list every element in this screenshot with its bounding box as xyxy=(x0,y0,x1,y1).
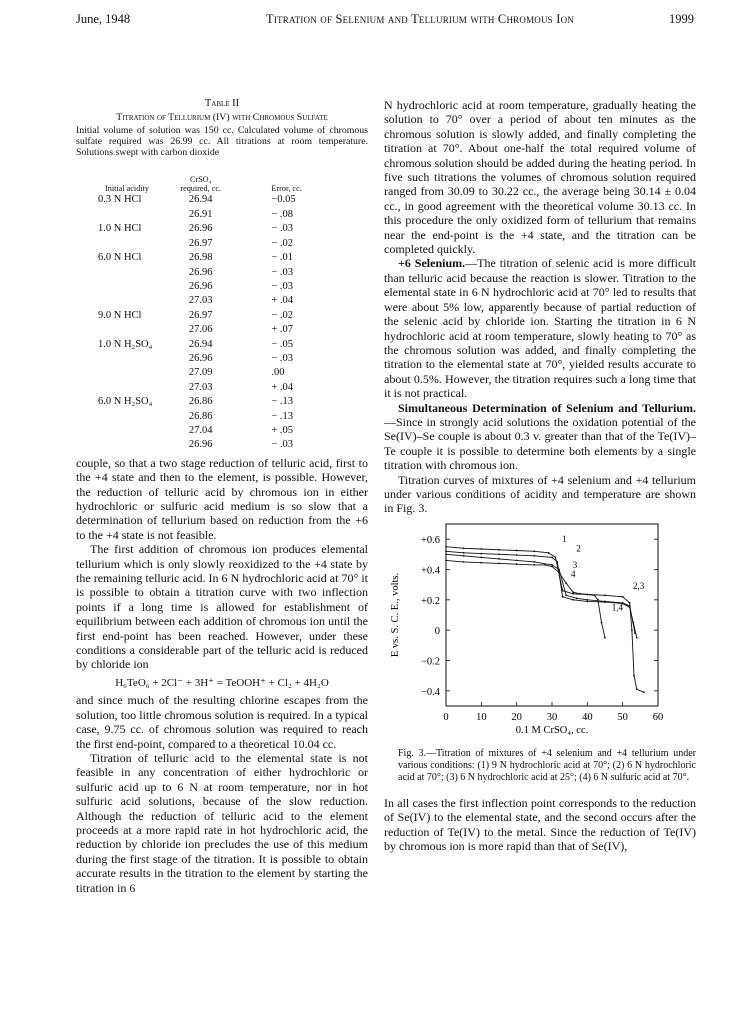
curve-1-point xyxy=(480,548,482,550)
cell-acidity xyxy=(96,266,158,280)
curve-4-point xyxy=(601,621,603,623)
curve-label: 1,4 xyxy=(611,602,623,613)
cell-acidity: 6.0 N H₂SO₄ xyxy=(98,396,153,408)
cell-acidity xyxy=(96,237,158,251)
col-header-error: Error, cc. xyxy=(271,184,302,194)
cell-acidity xyxy=(96,208,158,222)
cell-required: 26.96 xyxy=(188,439,213,451)
table-caption-body: Initial volume of solution was 150 cc. Calculated volume of chromous sulfate required was 26.99 cc. All titrations at room temperature. Solutions swept with carbon dioxide xyxy=(76,124,368,159)
curve-2-point xyxy=(498,553,500,555)
curve-4-point xyxy=(516,563,518,565)
curve-2-point xyxy=(480,552,482,554)
x-tick-label: 0 xyxy=(443,711,449,723)
curve-2-point xyxy=(551,556,553,558)
curve-4-point xyxy=(572,591,574,593)
cell-required: 27.03 xyxy=(188,295,213,307)
right-para-2-body: —The titration of selenic acid is more difficult than telluric acid because the reaction is slower. Titration to the elemental state in 6 N hydrochloric acid at 70° led to results that were about 5% low, apparently because of partial reduction of the selenic acid by chloride ion. Starting the titration in 6 N hydrochloric acid at room temperature, slowly heating to 70° as the chromous solution was added, and finally completing the titration to the elemental state at 70°, yielded results accurate to about 0.5%. However, the titration requires such a long time that it is not practical. xyxy=(384,256,696,401)
y-tick-label: +0.6 xyxy=(420,534,440,546)
table-row xyxy=(96,309,356,323)
curve-4-point xyxy=(565,582,567,584)
curve-4-point xyxy=(463,561,465,563)
cell-required: 26.86 xyxy=(188,396,213,408)
cell-error: − .03 xyxy=(271,223,294,235)
right-para-5: In all cases the first inflection point corresponds to the reduction of Se(IV) to the elemental state, and the second occurs after the reduction of Te(IV) to the metal. Since the reduction of Te(IV) by chromous ion is more rapid than that of Se(IV), xyxy=(384,795,696,853)
cell-acidity: 0.3 N HCl xyxy=(98,194,142,206)
table-row xyxy=(96,352,356,366)
curve-2 xyxy=(446,551,637,638)
cell-error: − .02 xyxy=(271,237,294,249)
cell-error: − .08 xyxy=(271,208,294,220)
curve-4-point xyxy=(604,637,606,639)
table-row xyxy=(96,280,356,294)
curve-4-point xyxy=(558,571,560,573)
left-para-2: The first addition of chromous ion produces elemental tellurium which is only slowly reoxidized to the +4 state by the remaining telluric acid. In 6 N hydrochloric acid at 70° it is possible to obtain a titration curve with two inflection points if a long time is allowed for establishment of equilibrium between each addition of chromous ion until the first end-point has been reached. However, under these conditions a considerable part of the telluric acid is reduced by chloride ion xyxy=(76,542,368,672)
cell-required: 27.09 xyxy=(188,367,213,379)
titration-chart xyxy=(384,516,696,748)
cell-acidity: 9.0 N HCl xyxy=(98,309,142,321)
curve-1 xyxy=(446,546,644,692)
cell-required: 26.98 xyxy=(188,252,213,264)
curve-label: 3 xyxy=(572,559,578,570)
curve-1-point xyxy=(445,546,447,548)
curve-3-point xyxy=(558,568,560,570)
cell-required: 27.04 xyxy=(188,424,213,436)
cell-required: 26.96 xyxy=(188,223,213,235)
curve-4-point xyxy=(480,562,482,564)
section-heading-simultaneous: Simultaneous Determination of Selenium and Tellurium. xyxy=(398,400,696,415)
curve-3-point xyxy=(533,561,535,563)
curve-1-point xyxy=(498,549,500,551)
curve-label: 2 xyxy=(576,543,581,554)
cell-required: 27.03 xyxy=(188,381,213,393)
right-para-3-body: —Since in strongly acid solutions the oxidation potential of the Se(IV)–Se couple is about 0.3 v. greater than that of the Te(IV)–Te couple it is possible to determine both elements by a single titration with chromous ion. xyxy=(384,414,696,473)
curve-3-point xyxy=(634,632,636,634)
curve-3-point xyxy=(565,594,567,596)
table-row xyxy=(96,366,356,380)
x-axis-label: 0.1 M CrSO₄, cc. xyxy=(515,724,589,736)
x-tick-label: 20 xyxy=(511,711,522,723)
curve-4-point xyxy=(579,593,581,595)
cell-acidity xyxy=(96,424,158,438)
running-header xyxy=(76,12,694,30)
x-tick-label: 50 xyxy=(617,711,628,723)
cell-required: 27.06 xyxy=(188,324,213,336)
cell-acidity: 1.0 N H₂SO₄ xyxy=(98,338,153,350)
curve-3-point xyxy=(480,556,482,558)
curve-3 xyxy=(446,554,635,633)
cell-required: 26.97 xyxy=(188,237,213,249)
curve-1-point xyxy=(636,688,638,690)
header-title: Titration of Selenium and Tellurium with Chromous Ion xyxy=(266,12,574,26)
table-row xyxy=(96,381,356,395)
right-column xyxy=(384,98,696,853)
cell-error: + .04 xyxy=(271,381,294,393)
curve-2-point xyxy=(586,600,588,602)
curve-2-point xyxy=(533,555,535,557)
page-number: 1999 xyxy=(669,12,694,26)
curve-3-point xyxy=(463,555,465,557)
x-tick-label: 40 xyxy=(582,711,593,723)
curve-4-point xyxy=(594,594,596,596)
cell-required: 26.96 xyxy=(188,280,213,292)
table-row xyxy=(96,251,356,265)
curve-1-point xyxy=(629,602,631,604)
cell-required: 26.86 xyxy=(188,410,213,422)
figure-caption: Fig. 3.—Titration of mixtures of +4 selenium and +4 tellurium under various conditions: (1) 9 N hydrochloric acid at 70°; (2) 6 N hydrochloric acid at 70°; (3) 6 N hydrochloric acid at 25°; (4) 6 N sulfuric acid at 70°. xyxy=(398,747,696,783)
curve-label: 1 xyxy=(562,533,567,544)
cell-required: 26.96 xyxy=(188,266,213,278)
curve-1-point xyxy=(516,549,518,551)
curve-2-point xyxy=(556,561,558,563)
curve-1-point xyxy=(555,556,557,558)
x-tick-label: 10 xyxy=(476,711,487,723)
table-row xyxy=(96,410,356,424)
cell-error: − .13 xyxy=(271,410,294,422)
cell-acidity xyxy=(96,366,158,380)
curve-4-point xyxy=(533,564,535,566)
right-para-3 xyxy=(384,401,696,473)
curve-4-point xyxy=(498,562,500,564)
cell-required: 26.94 xyxy=(188,338,213,350)
curve-4-point xyxy=(586,593,588,595)
table-row xyxy=(96,395,356,409)
curve-2-point xyxy=(463,552,465,554)
y-axis-label: E vs. S. C. E., volts. xyxy=(390,572,401,657)
curve-label: 4 xyxy=(570,568,576,579)
cell-error: − .03 xyxy=(271,266,294,278)
col-header-crso4 xyxy=(158,159,243,193)
left-para-3: and since much of the resulting chlorine escapes from the solution, too little chromous solution is required. In a typical case, 9.75 cc. of chromous solution was required to reach the first end-point, compared to a theoretical 10.04 cc. xyxy=(76,693,368,751)
y-tick-label: 0 xyxy=(434,625,440,637)
section-heading-selenium: +6 Selenium. xyxy=(398,256,466,271)
curve-3-point xyxy=(445,553,447,555)
curve-2-point xyxy=(562,596,564,598)
curve-1-point xyxy=(631,629,633,631)
table-title: Table II xyxy=(204,98,240,109)
cell-acidity xyxy=(96,323,158,337)
cell-acidity xyxy=(96,352,158,366)
curve-3-point xyxy=(576,597,578,599)
cell-required: 26.94 xyxy=(188,194,213,206)
cell-error: − .05 xyxy=(271,338,294,350)
curve-3-point xyxy=(604,600,606,602)
cell-error: − .02 xyxy=(271,309,294,321)
table-caption-title: Titration of Tellurium (IV) with Chromous Sulfate xyxy=(116,112,328,124)
plot-frame xyxy=(446,524,658,706)
cell-required: 26.97 xyxy=(188,309,213,321)
curve-3-point xyxy=(629,605,631,607)
left-column xyxy=(76,98,368,895)
cell-error: + .04 xyxy=(271,295,294,307)
cell-acidity xyxy=(96,381,158,395)
curve-4-point xyxy=(445,559,447,561)
curve-4-point xyxy=(597,599,599,601)
cell-error: + .05 xyxy=(271,424,294,436)
curve-3-point xyxy=(516,559,518,561)
table-row xyxy=(96,193,356,207)
cell-error: − .13 xyxy=(271,396,294,408)
cell-error: −0.05 xyxy=(271,194,296,206)
x-tick-label: 30 xyxy=(546,711,558,723)
cell-error: − .01 xyxy=(271,252,294,264)
cell-acidity xyxy=(96,438,158,452)
data-table xyxy=(96,159,356,452)
cell-error: + .07 xyxy=(271,324,294,336)
left-para-4: Titration of telluric acid to the elemental state is not feasible in any concentration of either hydrochloric or sulfuric acid up to 6 N at room temperature, nor in hot sulfuric acid solutions, because of the slow reduction. Although the reduction of telluric acid to the element proceeds at a more rapid rate in hot hydrochloric acid, the reduction by chloride ion precludes the use of this medium during the first stage of the titration. It is possible to obtain accurate results in the titration to the element by starting the titration in 6 xyxy=(76,750,368,895)
col-header-crso4-formula: CrSO₄ xyxy=(189,175,212,185)
table-row xyxy=(96,438,356,452)
curve-3-point xyxy=(498,558,500,560)
cell-required: 26.96 xyxy=(188,352,213,364)
curve-1-point xyxy=(533,550,535,552)
cell-error: .00 xyxy=(271,367,285,379)
curve-2-point xyxy=(572,599,574,601)
cell-required: 26.91 xyxy=(188,208,213,220)
right-para-2 xyxy=(384,256,696,400)
table-row xyxy=(96,294,356,308)
curve-label: 2,3 xyxy=(632,580,645,591)
right-para-4: Titration curves of mixtures of +4 selenium and +4 tellurium under various conditions of acidity and temperature are shown in Fig. 3. xyxy=(384,472,696,516)
cell-error: − .03 xyxy=(271,439,294,451)
curve-1-point xyxy=(643,691,645,693)
curve-1-point xyxy=(622,596,624,598)
table-row xyxy=(96,208,356,222)
left-para-1: couple, so that a two stage reduction of telluric acid, first to the +4 state and then to the element, is possible. However, the reduction of telluric acid by chromous ion in either hydrochloric or sulfuric acid medium is so slow that a determination of tellurium based on reduction from the +6 to the +4 state is not feasible. xyxy=(76,455,368,542)
right-para-1: N hydrochloric acid at room temperature, gradually heating the solution to 70° over a period of about ten minutes as the chromous solution is slowly added, and finally completing the titration at 70°. About one-half the total required volume of chromous solution should be added during the heating period. In five such titrations the volumes of chromous solution required ranged from 30.09 to 30.22 cc., the average being 30.14 ± 0.04 cc., in good agreement with the theoretical volume 30.13 cc. In this procedure the only oxidized form of tellurium that remains near the end-point is the +4 state, and the titration can be completed quickly. xyxy=(384,98,696,257)
cell-acidity xyxy=(96,410,158,424)
table-row xyxy=(96,424,356,438)
header-date: June, 1948 xyxy=(76,12,131,26)
curve-3-point xyxy=(551,564,553,566)
cell-acidity: 6.0 N HCl xyxy=(98,252,142,264)
x-tick-label: 60 xyxy=(652,711,664,723)
curve-2-point xyxy=(516,554,518,556)
cell-error: − .03 xyxy=(271,352,294,364)
curve-3-point xyxy=(586,599,588,601)
curve-1-point xyxy=(604,594,606,596)
equation: H₆TeO₆ + 2Cl⁻ + 3H⁺ = TeOOH⁺ + Cl₂ + 4H₂O xyxy=(115,676,329,689)
curve-4-point xyxy=(544,564,546,566)
table-row xyxy=(96,266,356,280)
y-tick-label: +0.2 xyxy=(420,595,440,607)
curve-2-point xyxy=(445,550,447,552)
cell-acidity xyxy=(96,280,158,294)
cell-acidity xyxy=(96,294,158,308)
y-tick-label: −0.4 xyxy=(420,686,440,698)
cell-error: − .03 xyxy=(271,280,294,292)
table-row xyxy=(96,237,356,251)
curve-1-point xyxy=(633,675,635,677)
col-header-acidity: Initial acidity xyxy=(105,184,149,194)
y-tick-label: +0.4 xyxy=(420,565,440,577)
curve-1-point xyxy=(548,552,550,554)
table-row xyxy=(96,222,356,236)
y-tick-label: −0.2 xyxy=(420,656,440,668)
curve-1-point xyxy=(463,547,465,549)
cell-acidity: 1.0 N HCl xyxy=(98,223,142,235)
curve-4-point xyxy=(551,565,553,567)
table-row xyxy=(96,338,356,352)
figure-3 xyxy=(384,516,696,748)
col-header-crso4-unit: required, cc. xyxy=(180,184,222,194)
table-row xyxy=(96,323,356,337)
curve-2-point xyxy=(636,637,638,639)
